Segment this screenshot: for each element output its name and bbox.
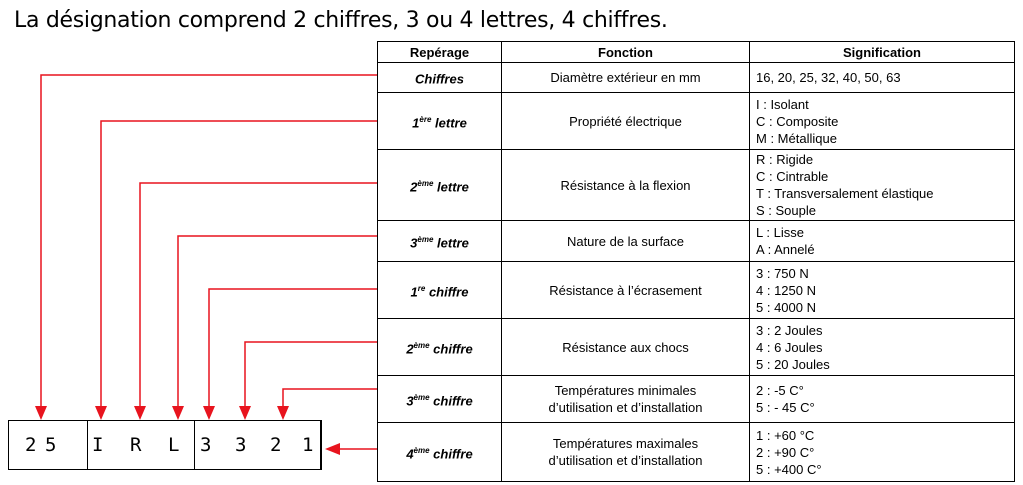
signification-line: T : Transversalement élastique — [756, 186, 934, 201]
reperage-sup: ème — [413, 392, 430, 402]
code-char: 5 — [45, 434, 57, 456]
connector-line — [283, 389, 377, 408]
fonction-line: d’utilisation et d’installation — [548, 400, 703, 415]
reperage-sup: re — [417, 283, 426, 293]
signification-line: 5 : - 45 C° — [756, 400, 815, 415]
reperage-sup: ème — [417, 178, 434, 188]
arrow-head — [203, 406, 215, 420]
signification-line: 1 : +60 °C — [756, 427, 815, 443]
code-char: 2 — [270, 434, 282, 456]
reperage-main: Chiffres — [415, 71, 464, 87]
signification-line: 5 : 20 Joules — [756, 356, 830, 372]
reperage-sup: ème — [413, 340, 430, 350]
fonction-line: Résistance aux chocs — [562, 339, 689, 355]
fonction-line: d’utilisation et d’installation — [548, 453, 703, 468]
reperage-rest: lettre — [433, 179, 469, 195]
fonction-line: Nature de la surface — [566, 233, 685, 249]
signification-line: 4 : 1250 N — [756, 282, 816, 298]
reperage-main: 1 — [412, 115, 420, 131]
signification-line: 16, 20, 25, 32, 40, 50, 63 — [756, 70, 901, 85]
signification-line: C : Cintrable — [756, 169, 829, 184]
code-char: L — [168, 434, 180, 456]
arrow-head — [239, 406, 251, 420]
signification-line: I : Isolant — [756, 96, 809, 112]
reperage-main: 2 — [410, 179, 418, 195]
header-fonction: Fonction — [502, 42, 750, 63]
fonction-line: Résistance à la flexion — [560, 177, 691, 193]
arrow-head — [134, 406, 146, 420]
reperage-rest: chiffre — [429, 341, 473, 357]
reperage-rest: lettre — [433, 235, 469, 251]
connector-line — [209, 289, 377, 408]
arrow-head — [95, 406, 107, 420]
fonction-line: Résistance à l’écrasement — [549, 282, 702, 298]
reperage-main: 4 — [406, 446, 414, 462]
signification-line: R : Rigide — [756, 152, 814, 167]
code-char: 2 — [25, 434, 37, 456]
fonction-line: Propriété électrique — [569, 113, 682, 129]
arrow-head — [277, 406, 289, 420]
code-char: I — [92, 434, 104, 456]
reperage-main: 3 — [406, 393, 414, 409]
reperage-main: 2 — [406, 341, 414, 357]
reperage-rest: lettre — [431, 115, 467, 131]
fonction-line: Diamètre extérieur en mm — [550, 70, 701, 85]
signification-line: M : Métallique — [756, 130, 837, 146]
arrow-head — [35, 406, 47, 420]
fonction-line: Températures maximales — [552, 436, 699, 451]
header-signification: Signification — [750, 42, 1015, 63]
arrow-head — [325, 443, 340, 455]
code-char: 3 — [200, 434, 212, 456]
connector-line — [245, 342, 377, 408]
signification-line: 3 : 2 Joules — [756, 322, 823, 338]
intro-text: La désignation comprend 2 chiffres, 3 ou 4 lettres, 4 chiffres. — [14, 8, 668, 33]
header-reperage: Repérage — [378, 42, 502, 63]
reperage-main: 1 — [410, 284, 418, 300]
signification-line: A : Annelé — [756, 242, 815, 257]
code-char: R — [130, 434, 142, 456]
reperage-rest: chiffre — [429, 446, 473, 462]
reperage-sup: ème — [417, 234, 434, 244]
fonction-line: Températures minimales — [554, 383, 697, 398]
reperage-sup: ème — [413, 445, 430, 455]
signification-line: 2 : +90 C° — [756, 444, 815, 460]
arrow-head — [172, 406, 184, 420]
reperage-rest: chiffre — [425, 284, 469, 300]
connector-line — [178, 236, 377, 408]
reperage-rest: chiffre — [429, 393, 473, 409]
signification-line: 5 : +400 C° — [756, 461, 822, 477]
connector-line — [101, 121, 377, 408]
signification-line: 5 : 4000 N — [756, 299, 816, 315]
connector-line — [140, 183, 377, 408]
signification-line: 2 : -5 C° — [756, 383, 804, 398]
reperage-main: 3 — [410, 235, 418, 251]
reperage-sup: ère — [419, 114, 432, 124]
signification-line: 4 : 6 Joules — [756, 339, 823, 355]
signification-line: C : Composite — [756, 113, 839, 129]
signification-line: S : Souple — [756, 203, 816, 218]
signification-line: L : Lisse — [756, 225, 804, 240]
code-char: 3 — [235, 434, 247, 456]
code-char: 1 — [302, 434, 314, 456]
signification-line: 3 : 750 N — [756, 265, 809, 281]
